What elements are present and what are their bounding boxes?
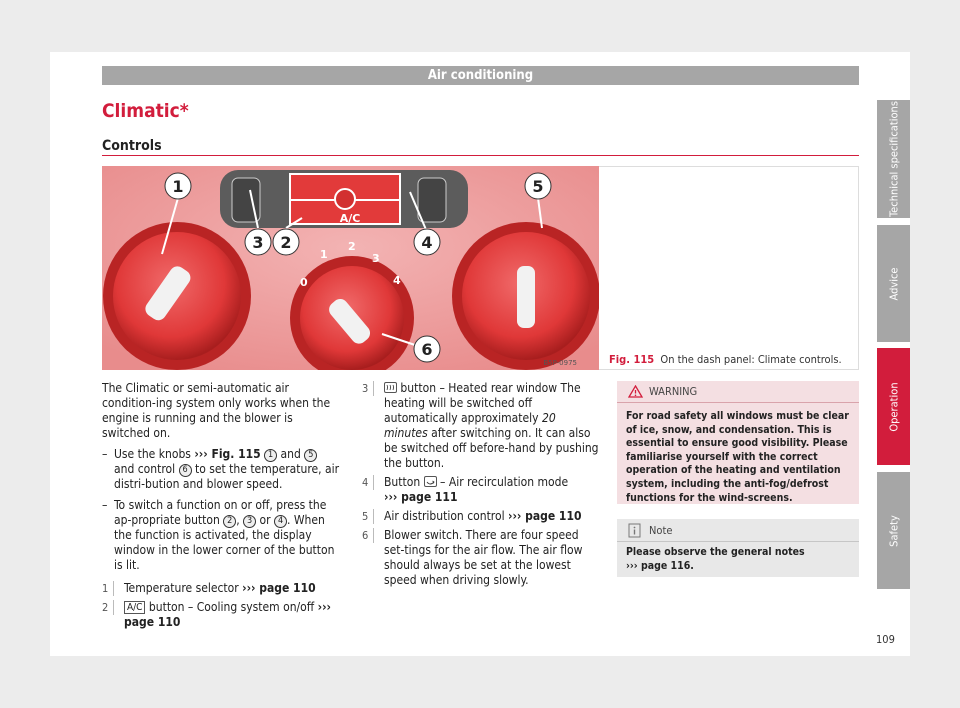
callout-1 [165, 173, 191, 199]
svg-text:3: 3 [252, 233, 264, 252]
ref-num: 5 [304, 449, 317, 462]
side-tab-technical-specifications[interactable]: Technical specifications [877, 100, 910, 218]
figure-code [543, 359, 577, 367]
svg-text:B5P-0975: B5P-0975 [543, 359, 577, 367]
ref-num: 3 [243, 515, 256, 528]
column-1 [102, 381, 340, 634]
svg-text:4: 4 [421, 233, 433, 252]
list-item: 5 Air distribution control ››› page 110 [362, 509, 582, 523]
page-number: 109 [876, 633, 895, 646]
svg-text:A/C: A/C [339, 212, 361, 225]
warning-header: WARNING [617, 381, 859, 403]
fan-scale-4: 4 [393, 274, 401, 287]
page-ref-link[interactable]: ››› page 110 [124, 600, 331, 629]
fan-scale-3: 3 [372, 252, 380, 265]
section-header-bar: Air conditioning [102, 66, 859, 85]
intro-paragraph: The Climatic or semi-automatic air condition-ing system only works when the engine is running and the blower is switched on. [102, 381, 331, 440]
fan-scale-0: 0 [300, 276, 308, 289]
page-ref-link[interactable]: ››› page 116. [626, 559, 694, 572]
callout-4 [414, 229, 440, 255]
side-tab-advice[interactable]: Advice [877, 225, 910, 342]
callout-5 [525, 173, 551, 199]
warning-triangle-icon [628, 385, 643, 398]
warning-box [617, 381, 859, 504]
page-ref-link[interactable]: ››› page 110 [508, 509, 582, 523]
callout-3 [245, 229, 271, 255]
climate-controls-figure [102, 166, 599, 370]
fan-scale-2: 2 [348, 240, 356, 253]
callout-6 [414, 336, 440, 362]
svg-text:1: 1 [172, 177, 184, 196]
side-tab-safety[interactable]: Safety [877, 472, 910, 589]
title-rule [102, 155, 859, 156]
svg-text:5: 5 [532, 177, 544, 196]
figure-frame [599, 166, 859, 370]
list-item: 4 Button – Air recirculation mode ››› page 111 [362, 475, 569, 504]
fig-ref-link[interactable]: ››› Fig. 115 [194, 447, 261, 461]
column-2 [362, 381, 602, 592]
step-2: – To switch a function on or off, press the ap-propriate button 2 , 3 or 4 . When the function is activated, the display window in the lower corner of the button is lit. [102, 498, 340, 573]
ref-num: 1 [264, 449, 277, 462]
figure-number: Fig. 115 [609, 353, 655, 366]
warning-text: For road safety all windows must be clear of ice, snow, and condensation. This is essential to ensure good visibility. Please familiarise yourself with the correct operation of the heating and ventilation system, including the anti-fog/defrost functions for the wind-screens. [626, 410, 849, 504]
list-item: 3 button – Heated rear window The heating will be switched off automatically approximately 20 minutes after switching on. It can also be switched off before-hand by pushing the button. [362, 381, 599, 470]
ac-key-icon: A/C [124, 601, 145, 614]
ref-num: 4 [274, 515, 287, 528]
svg-text:6: 6 [421, 340, 433, 359]
list-item: 6 Blower switch. There are four speed set-tings for the air flow. The air flow should always be set at the lowest speed when driving slowly. [362, 528, 583, 587]
list-item: 1 Temperature selector ››› page 110 [102, 581, 316, 595]
panel-label-ac [340, 212, 361, 225]
ref-num: 2 [223, 515, 236, 528]
list-item: 2 A/C button – Cooling system on/off ››› page 110 [102, 600, 331, 629]
page-subtitle: Controls [102, 138, 162, 154]
page-ref-link[interactable]: ››› page 110 [242, 581, 316, 595]
page-title: Climatic* [102, 100, 189, 122]
recirculation-icon [424, 476, 437, 487]
svg-text:2: 2 [280, 233, 292, 252]
side-tab-operation[interactable]: Operation [877, 348, 910, 465]
fan-scale-1: 1 [320, 248, 328, 261]
figure-caption-text: On the dash panel: Climate controls. [660, 353, 842, 366]
callout-2 [273, 229, 299, 255]
note-text: Please observe the general notes ››› page 116. [626, 546, 805, 572]
figure-caption [609, 353, 842, 366]
step-1: – Use the knobs ››› Fig. 115 1 and 5 and control 6 to set the temperature, air distri-bution and blower speed. [102, 447, 340, 492]
rear-window-heat-icon [384, 382, 397, 393]
note-header: Note [617, 519, 859, 542]
ref-num: 6 [179, 464, 192, 477]
note-box [617, 519, 859, 577]
info-icon [628, 523, 641, 538]
page-ref-link[interactable]: ››› page 111 [384, 490, 458, 504]
